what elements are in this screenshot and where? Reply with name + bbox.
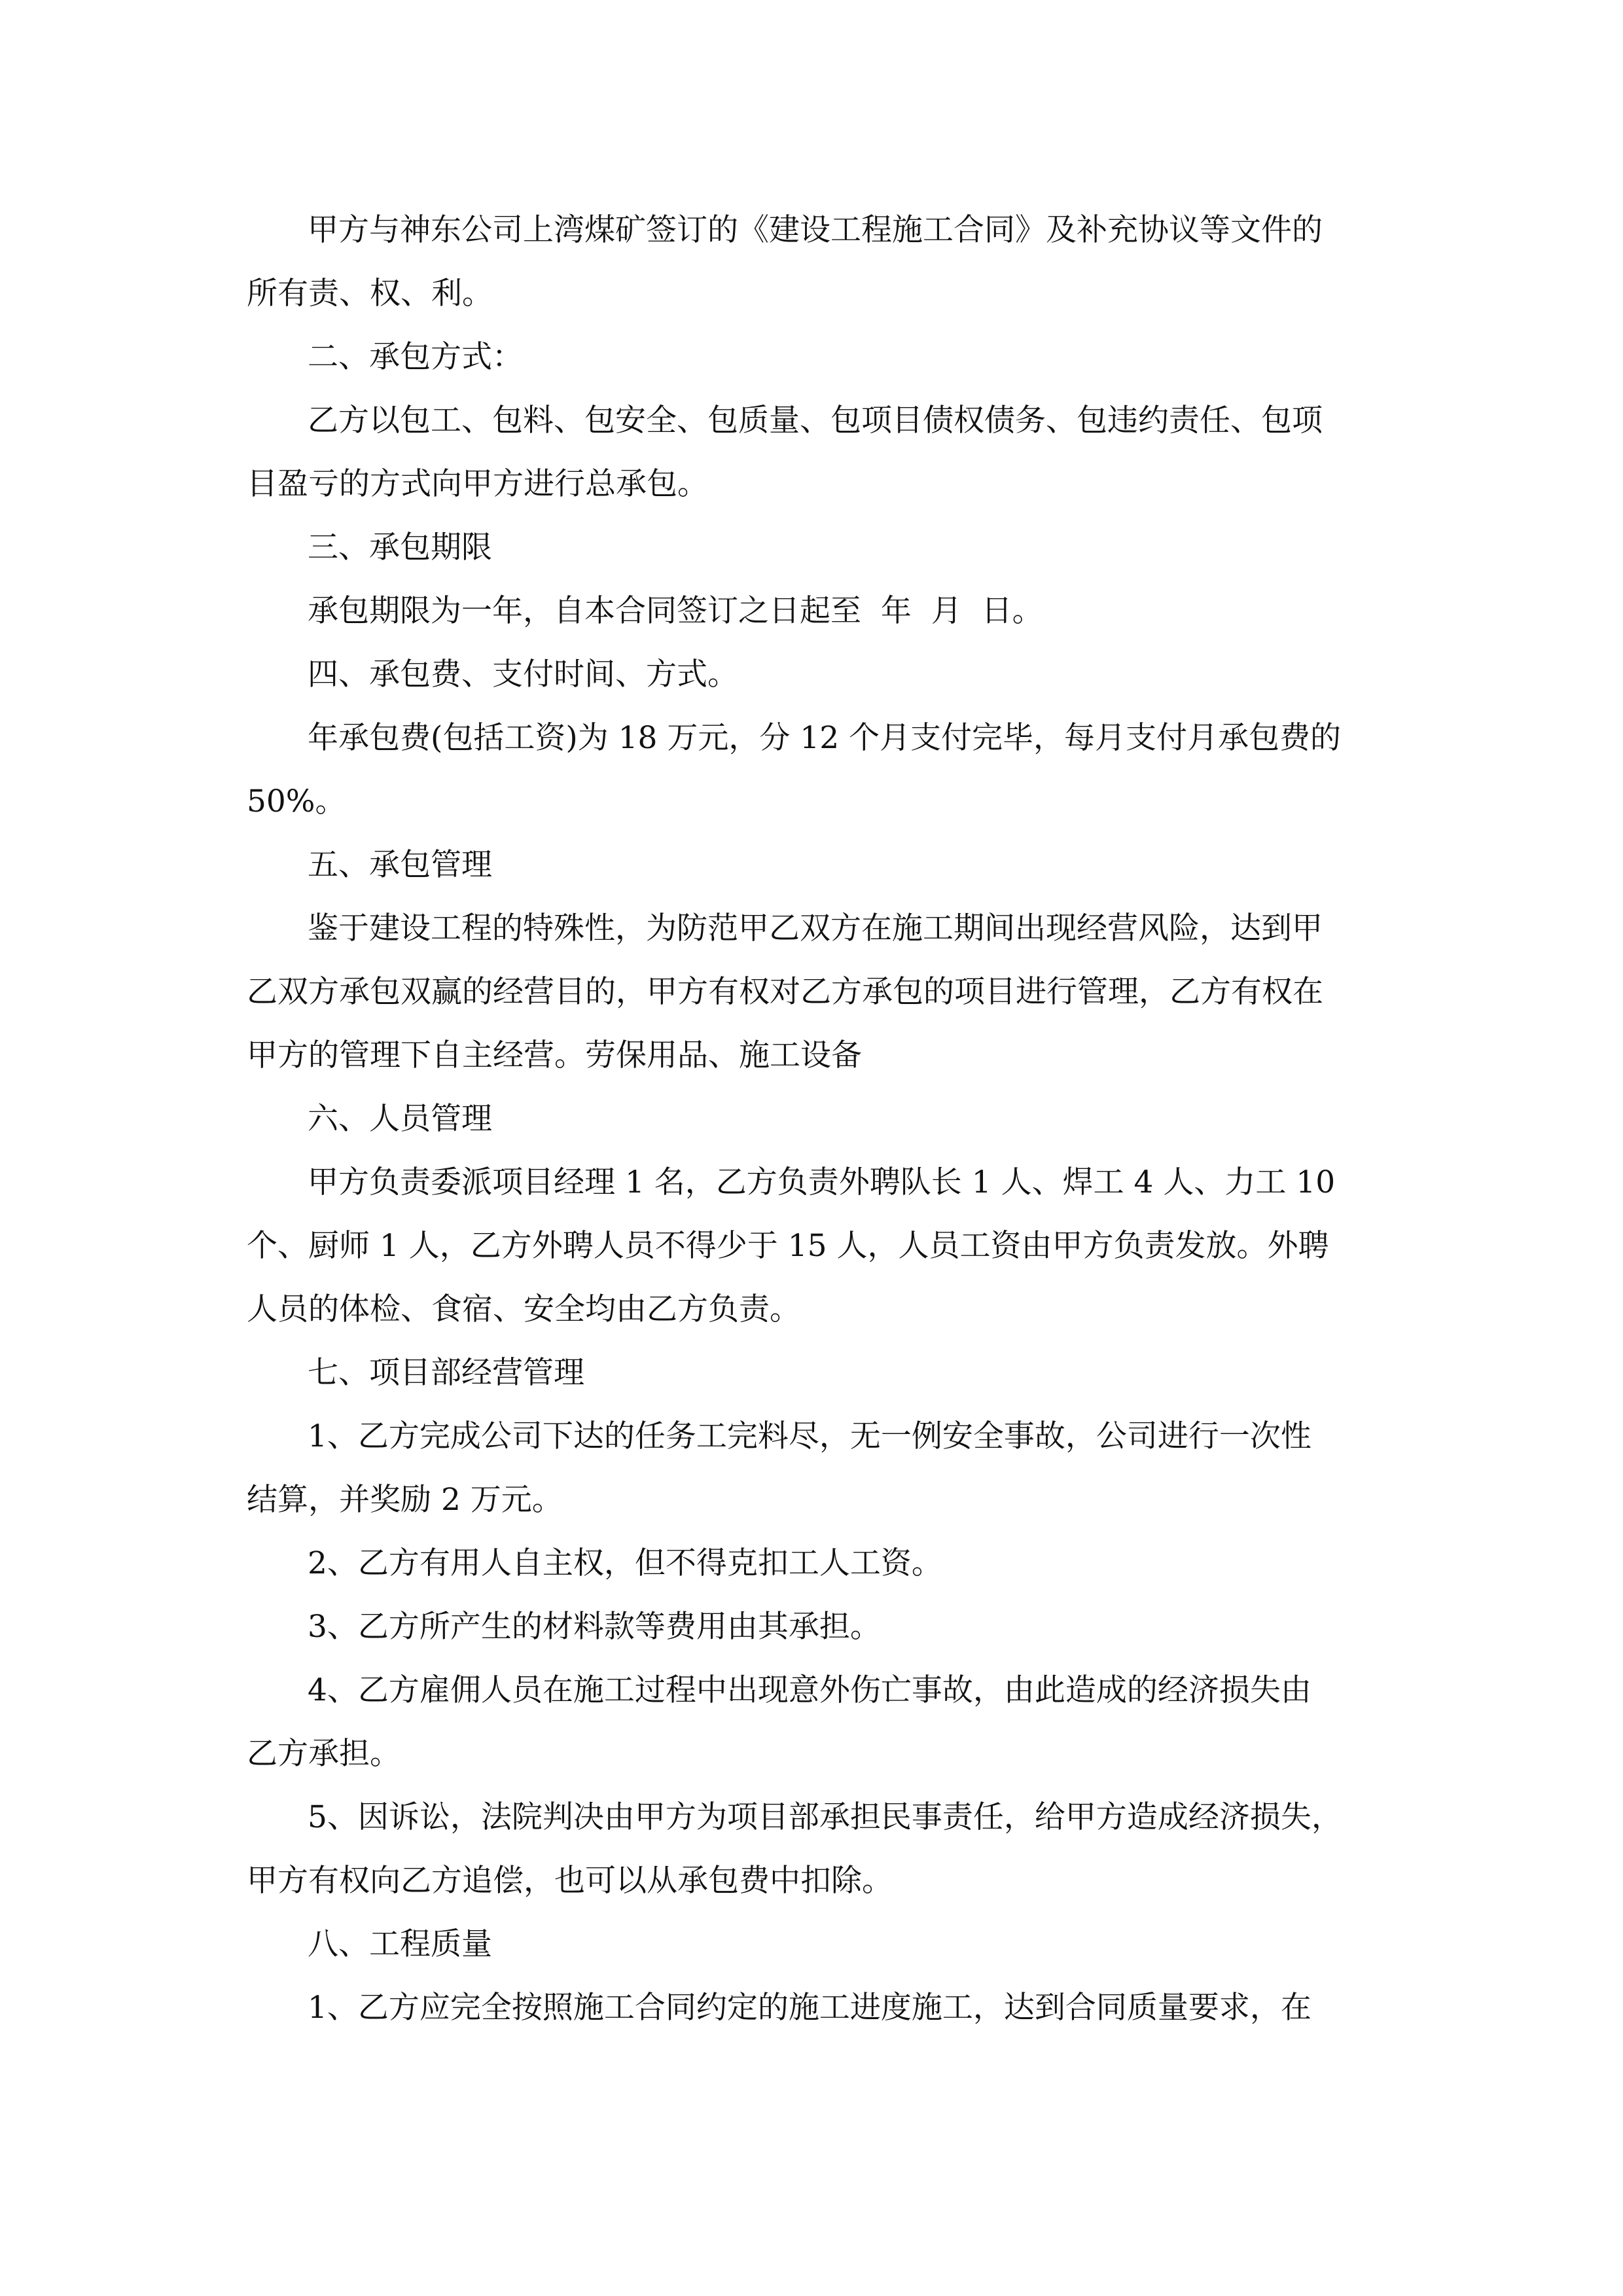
text-line: 1、乙方应完全按照施工合同约定的施工进度施工，达到合同质量要求，在 xyxy=(308,1990,1311,2026)
text-line: 甲方的管理下自主经营。劳保用品、施工设备 xyxy=(247,1037,862,1073)
text-line: 承包期限为一年，自本合同签订之日起至 年 月 日。 xyxy=(308,593,1043,629)
section-heading: 五、承包管理 xyxy=(308,847,492,883)
section-heading: 三、承包期限 xyxy=(308,529,492,565)
text-line: 所有责、权、利。 xyxy=(247,276,493,312)
section-heading: 七、项目部经营管理 xyxy=(308,1355,584,1391)
section-heading: 六、人员管理 xyxy=(308,1101,492,1137)
text-line: 鉴于建设工程的特殊性，为防范甲乙双方在施工期间出现经营风险，达到甲 xyxy=(308,910,1323,946)
section-heading: 八、工程质量 xyxy=(308,1926,492,1962)
text-line: 个、厨师 1 人，乙方外聘人员不得少于 15 人，人员工资由甲方负责发放。外聘 xyxy=(247,1228,1329,1264)
text-line: 甲方与神东公司上湾煤矿签订的《建设工程施工合同》及补充协议等文件的 xyxy=(308,212,1323,248)
text-line: 5、因诉讼，法院判决由甲方为项目部承担民事责任，给甲方造成经济损失， xyxy=(308,1799,1342,1835)
text-line: 目盈亏的方式向甲方进行总承包。 xyxy=(247,466,708,502)
text-line: 结算，并奖励 2 万元。 xyxy=(247,1482,563,1518)
text-line: 50%。 xyxy=(247,783,346,819)
text-line: 甲方负责委派项目经理 1 名，乙方负责外聘队长 1 人、焊工 4 人、力工 10 xyxy=(308,1164,1336,1200)
text-line: 1、乙方完成公司下达的任务工完料尽，无一例安全事故，公司进行一次性 xyxy=(308,1418,1311,1454)
text-line: 乙方以包工、包料、包安全、包质量、包项目债权债务、包违约责任、包项 xyxy=(308,403,1323,439)
text-line: 乙方承担。 xyxy=(247,1736,401,1772)
text-line: 人员的体检、食宿、安全均由乙方负责。 xyxy=(247,1291,800,1327)
text-line: 2、乙方有用人自主权，但不得克扣工人工资。 xyxy=(308,1545,942,1581)
text-line: 甲方有权向乙方追偿，也可以从承包费中扣除。 xyxy=(247,1863,893,1899)
text-line: 年承包费(包括工资)为 18 万元，分 12 个月支付完毕，每月支付月承包费的 xyxy=(308,720,1342,756)
text-line: 3、乙方所产生的材料款等费用由其承担。 xyxy=(308,1609,881,1645)
text-line: 乙双方承包双赢的经营目的，甲方有权对乙方承包的项目进行管理，乙方有权在 xyxy=(247,974,1323,1010)
section-heading: 二、承包方式： xyxy=(308,339,523,375)
section-heading: 四、承包费、支付时间、方式。 xyxy=(308,656,738,692)
text-line: 4、乙方雇佣人员在施工过程中出现意外伤亡事故，由此造成的经济损失由 xyxy=(308,1672,1311,1708)
